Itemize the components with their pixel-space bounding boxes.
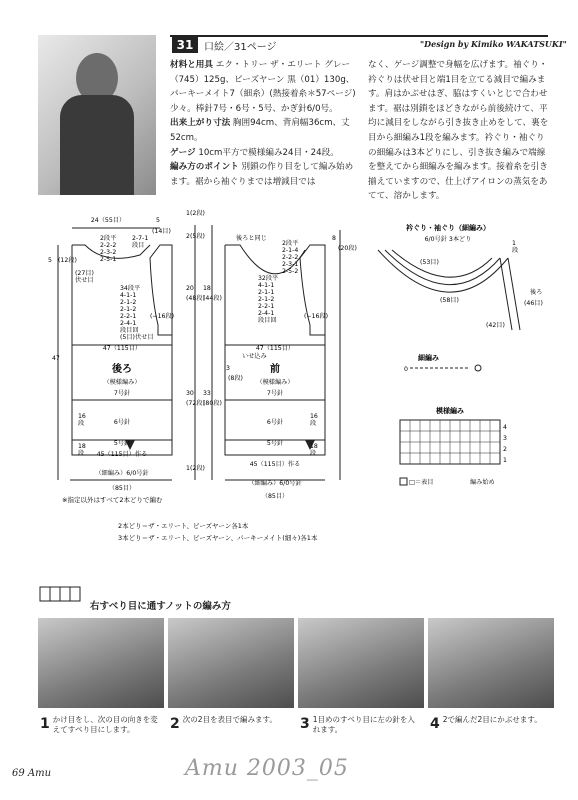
chain-end <box>475 365 481 371</box>
pattern-title: 口絵／31ページ <box>204 42 277 53</box>
back-rows-total: 47 <box>52 355 60 362</box>
step-number-3: 3 <box>300 716 310 732</box>
step-photo-4 <box>428 618 554 708</box>
front-left-rows: 32段平 4-1-1 2-1-1 2-1-2 2-2-1 2-4-1 段目回 <box>258 275 279 324</box>
collar-53: (53目) <box>420 259 439 266</box>
back-neck-rows: 2段平 2-2-2 2-3-2 2-5-1 <box>100 235 117 263</box>
dim-d2: (72段) <box>186 400 205 407</box>
front-needle-7: 7号針 <box>266 390 284 397</box>
footer-watermark: Amu 2003_05 <box>185 756 349 781</box>
note-1: 2本どり＝ザ・エリート、ビーズヤーン各1本 <box>118 522 249 530</box>
back-bound-off: (27目)伏せ目 <box>75 270 94 284</box>
front-bottom-crochet: （細編み）6/0号針 <box>248 480 302 487</box>
back-bottom-crochet: （細編み）6/0号針 <box>95 470 149 477</box>
dim-e: 33 <box>203 390 211 397</box>
front-width-label: 47（115目） <box>255 345 295 352</box>
back-rows-18: 18 段 <box>78 443 86 457</box>
step-text-4: 2で編んだ2目にかぶせます。 <box>442 715 542 724</box>
collar-back-st: (46目) <box>524 300 543 307</box>
collar-title: 衿ぐり・袖ぐり（細編み） <box>406 224 490 232</box>
back-rows-16: 16 段 <box>78 413 86 427</box>
dim-f: 2 <box>186 233 190 240</box>
back-neck-rows2: 2-7-1 段目 <box>132 235 149 249</box>
chain-mark: 0 <box>404 366 408 373</box>
chart-start: 編み始め <box>470 479 495 486</box>
gauge-label: ゲージ <box>170 147 196 158</box>
dim-c: 18 <box>203 285 211 292</box>
front-rows-16: 16 段 <box>310 413 318 427</box>
dim-c2: (44段) <box>203 295 222 302</box>
back-name: 後ろ <box>112 364 132 375</box>
front-pattern: （模様編み） <box>256 379 294 386</box>
step-text-1: かけ目をし、次の目の向きを変えてすべり目にします。 <box>52 715 158 734</box>
front-right-rows: 2段平 2-1-4 2-2-2 2-3-1 2-5-2 <box>282 240 299 275</box>
back-bottom: 45（115目）作る <box>96 451 148 458</box>
legend-box <box>400 478 407 485</box>
step-text-2: 次の2目を表目で編みます。 <box>182 715 277 724</box>
back-bottom-total: （85目） <box>108 485 136 492</box>
collar-42: (42目) <box>486 322 505 329</box>
back-shoulder-st: (14目) <box>152 228 171 235</box>
point-label: 編み方のポイント <box>170 162 239 173</box>
front-cm-8: 8 <box>332 235 336 242</box>
chart-row-2: 2 <box>503 446 507 453</box>
step-caption-4 <box>430 715 552 733</box>
collar-58: (58目) <box>440 297 459 304</box>
step-number-1: 1 <box>40 716 50 732</box>
step-text-3: 1目めのすべり目に左の針を入れます。 <box>312 715 415 734</box>
materials-text: エク・トリー ザ・エリート グレー（745）125g、ビーズヤーン 黒（01）130g、パーキーメイト7（細糸）(熱接着糸＊57ページ) 少々。棒針7号・6号・5号、かぎ針6/0号。 <box>170 60 356 114</box>
back-shoulder: 5 <box>156 217 160 224</box>
chain-title: 細編み <box>418 354 439 362</box>
note-left: ※指定以外はすべて2本どりで編む <box>62 496 163 504</box>
back-needle-7: 7号針 <box>113 390 131 397</box>
step-caption-3 <box>300 715 422 735</box>
collar-outer <box>378 250 508 292</box>
size-label: 出来上がり寸法 <box>170 118 231 129</box>
back-width-label: 47（115目） <box>102 345 142 352</box>
front-neck: 後ろと同じ <box>236 235 267 242</box>
dim-b2: (48段) <box>186 295 205 302</box>
front-bottom-total: （85目） <box>261 493 289 500</box>
step-caption-2 <box>170 715 292 733</box>
collar-subtitle: 6/0号針 3本どり <box>424 236 472 243</box>
front-insert: いせ込み <box>242 353 267 360</box>
front-rows-18: 18 段 <box>310 443 318 457</box>
back-left-top: 5 <box>48 257 52 264</box>
front-name: 前 <box>270 364 280 375</box>
step-number-2: 2 <box>170 716 180 732</box>
chart-row-4: 4 <box>503 424 507 431</box>
back-side-dec: 34段平 4-1-1 2-1-2 2-1-2 2-2-1 2-4-1 段目回(5目)伏せ目 <box>120 285 154 341</box>
dim-h: 3 <box>226 365 230 372</box>
dim-a: 1 <box>186 210 190 217</box>
note-2: 3本どり＝ザ・エリート、ビーズヤーン、パーキーメイト(細々)各1本 <box>118 534 318 542</box>
point-text: 別鎖の作り目をして編み始めます。裾から袖ぐりまでは増減目では <box>170 162 354 187</box>
page-number <box>12 768 51 779</box>
pattern-number: 31 <box>172 37 198 53</box>
dim-h2: (8段) <box>228 375 243 382</box>
back-r-len: (−16段) <box>150 313 175 320</box>
dim-d: 30 <box>186 390 194 397</box>
dim-g: 1 <box>186 465 190 472</box>
back-needle-5: 5号針 <box>113 440 131 447</box>
front-needle-6: 6号針 <box>266 419 284 426</box>
front-cm-20: (20段) <box>338 245 357 252</box>
collar-back: 後ろ <box>530 289 543 296</box>
chart-row-1: 1 <box>503 457 507 464</box>
back-pattern: （模様編み） <box>103 379 141 386</box>
instructions-col2: なく、ゲージ調整で身幅を広げます。袖ぐり・衿ぐりは伏せ目と端1目を立てる減目で編みます。肩はかぶせはぎ、脇はすくいとじで合わせます。裾は別鎖をほどきながら前後続けて、平均に減目をしながら引き抜き止めをして、裏を目から細編み1段を編みます。衿ぐり・袖ぐりの細編みは3本どりにし、引き抜き編みで端線を整えてから細編みを編みます。接着糸を引き揃えていますので、仕上げアイロンの蒸気をあてて、溶かします。 <box>368 60 549 202</box>
step-caption-1 <box>40 715 162 735</box>
step-photo-3 <box>298 618 424 708</box>
chart-row-3: 3 <box>503 435 507 442</box>
step-photo-1 <box>38 618 164 708</box>
gauge-text: 10cm平方で模様編み24目・24段。 <box>198 147 339 158</box>
front-bottom: 45（115目）作る <box>249 461 301 468</box>
dim-b: 20 <box>186 285 194 292</box>
dim-g2: (2段) <box>190 465 205 472</box>
stitch-chart-title: 模様編み <box>436 407 464 415</box>
dim-e2: (80段) <box>203 400 222 407</box>
collar-one-row: 1 段 <box>512 240 519 254</box>
step-photo-2 <box>168 618 294 708</box>
chart-legend: □＝表目 <box>409 479 434 486</box>
magazine-name: Amu <box>27 768 52 779</box>
designer-credit: "Design by Kimiko WAKATSUKI" <box>420 39 567 49</box>
size-text: 胸囲94cm、背肩幅36cm、丈52cm。 <box>170 118 350 143</box>
dim-a2: (2段) <box>190 210 205 217</box>
front-r-len: (−16段) <box>304 313 329 320</box>
page-num: 69 <box>12 768 25 779</box>
stitch-chart-lines <box>400 420 500 464</box>
dim-f2: (5段) <box>190 233 205 240</box>
materials-label: 材料と用具 <box>170 60 213 70</box>
collar-middle <box>385 250 500 285</box>
back-left-top2: (12段) <box>58 257 77 264</box>
collar-inner <box>392 250 492 277</box>
front-needle-5: 5号針 <box>266 440 284 447</box>
back-top-width: 24（55目） <box>90 217 126 224</box>
steps-title: 右すべり目に通すノットの編み方 <box>90 601 231 612</box>
step-number-4: 4 <box>430 716 440 732</box>
back-needle-6: 6号針 <box>113 419 131 426</box>
